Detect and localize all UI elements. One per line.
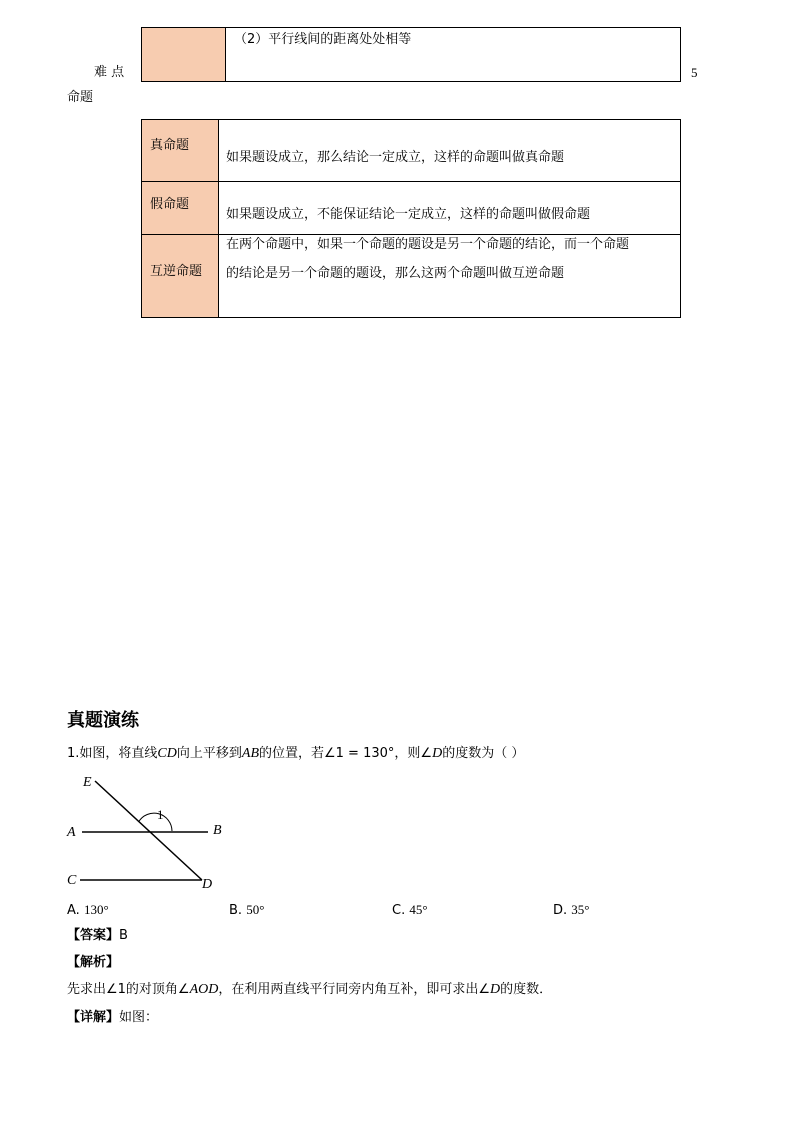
question-text-2: 向上平移到 (176, 746, 242, 761)
top-table-row-label-suffix: 命题 (67, 90, 94, 105)
label-b: B (213, 823, 222, 838)
analysis-text: 先求出∠1的对顶角∠AOD，在利用两直线平行同旁内角互补，即可求出∠D的度数． (67, 982, 553, 997)
top-table (141, 27, 681, 82)
row-label-true: 真命题 (150, 138, 190, 153)
label-angle-1: 1 (157, 807, 164, 822)
question-text-1: 如图，将直线 (79, 746, 158, 761)
question-number: 1. (67, 746, 80, 761)
section-title: 真题演练 (67, 710, 139, 731)
question-text-3: 的位置，若∠1 = 130°，则∠ (259, 746, 433, 761)
label-e: E (83, 775, 92, 790)
question-var-d: D (432, 746, 443, 761)
answer-label: 【答案】 (67, 928, 120, 943)
option-d[interactable]: D. 35° (553, 902, 590, 918)
top-table-row-label: 难 点 (94, 65, 125, 80)
geometry-figure (62, 770, 222, 895)
question-stem (67, 745, 524, 763)
row-text-converse-line1: 在两个命题中，如果一个命题的题设是另一个命题的结论，而一个命题 (226, 237, 630, 252)
option-a[interactable]: A. 130° (67, 902, 109, 918)
top-table-label-cell (142, 28, 225, 81)
page-number: 5 (691, 65, 698, 80)
question-var-cd: CD (157, 746, 177, 761)
row-label-false: 假命题 (150, 197, 190, 212)
answer-line (67, 927, 128, 945)
answer-value: B (119, 928, 128, 943)
angle-1-arc (139, 813, 173, 831)
top-table-content: （2）平行线间的距离处处相等 (234, 32, 412, 47)
row-text-converse-line2: 的结论是另一个命题的题设，那么这两个命题叫做互逆命题 (226, 266, 565, 281)
proposition-table (141, 119, 681, 318)
transversal-ed (95, 781, 202, 880)
label-c: C (67, 873, 77, 888)
option-c[interactable]: C. 45° (392, 902, 428, 918)
label-a: A (67, 825, 76, 840)
row-text-true: 如果题设成立，那么结论一定成立，这样的命题叫做真命题 (226, 150, 565, 165)
detail-label: 【详解】 (67, 1010, 120, 1025)
row-text-false: 如果题设成立，不能保证结论一定成立，这样的命题叫做假命题 (226, 207, 591, 222)
detail-line (67, 1009, 158, 1027)
detail-text: 如图： (119, 1010, 159, 1025)
row-label-converse: 互逆命题 (150, 264, 203, 279)
question-var-ab: AB (241, 746, 259, 761)
label-d: D (202, 877, 213, 892)
analysis-label: 【解析】 (67, 955, 120, 970)
option-b[interactable]: B. 50° (229, 902, 265, 918)
question-text-4: 的度数为（ ） (442, 746, 525, 761)
